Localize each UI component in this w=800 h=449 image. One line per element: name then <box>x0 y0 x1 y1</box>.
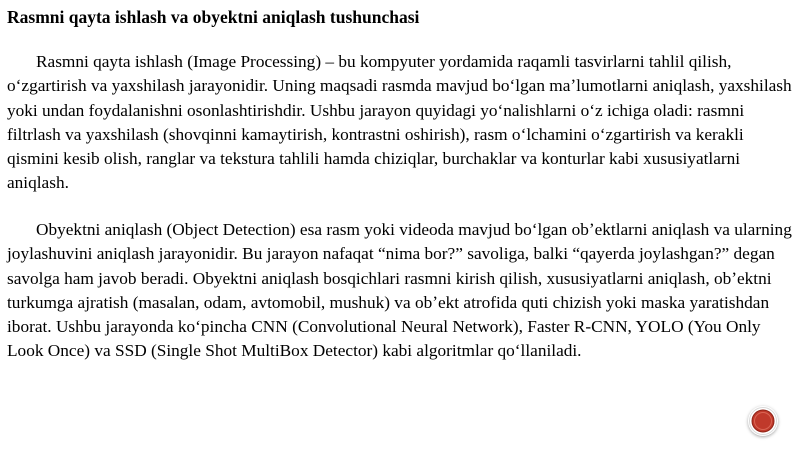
paragraph-object-detection: Obyektni aniqlash (Object Detection) esa rasm yoki videoda mavjud boʻlgan obʼektlarni aniqlash va ularning joylashuvini aniqlash jarayonidir. Bu jarayon nafaqat “nima bor?” savoliga, balki “qayerda joylashgan?” degan savolga ham javob beradi. Obyektni aniqlash bosqichlari rasmni kirish qilish, xususiyatlarni aniqlash, obʼektni turkumga ajratish (masalan, odam, avtomobil, mushuk) va obʼekt atrofida quti chizish yoki maska yaratishdan iborat. Ushbu jarayonda koʻpincha CNN (Convolutional Neural Network), Faster R-CNN, YOLO (You Only Look Once) va SSD (Single Shot MultiBox Detector) kabi algoritmlar qoʻllaniladi. <box>7 220 792 361</box>
circle-button-icon <box>748 406 778 436</box>
slide-nav-button[interactable] <box>748 406 778 436</box>
slide-title: Rasmni qayta ishlash va obyektni aniqlash tushunchasi <box>7 7 420 27</box>
paragraph-image-processing: Rasmni qayta ishlash (Image Processing) – bu kompyuter yordamida raqamli tasvirlarni tahlil qilish, oʻzgartirish va yaxshilash jarayonidir. Uning maqsadi rasmda mavjud boʻlgan maʼlumotlarni aniqlash, yaxshilash yoki undan foydalanishni osonlashtirishdir. Ushbu jarayon quyidagi yoʻnalishlarni oʻz ichiga oladi: rasmni filtrlash va yaxshilash (shovqinni kamaytirish, kontrastni oshirish), rasm oʻlchamini oʻzgartirish va kerakli qismini kesib olish, ranglar va tekstura tahlili hamda chiziqlar, burchaklar va konturlar kabi xususiyatlarni aniqlash. <box>7 52 792 193</box>
